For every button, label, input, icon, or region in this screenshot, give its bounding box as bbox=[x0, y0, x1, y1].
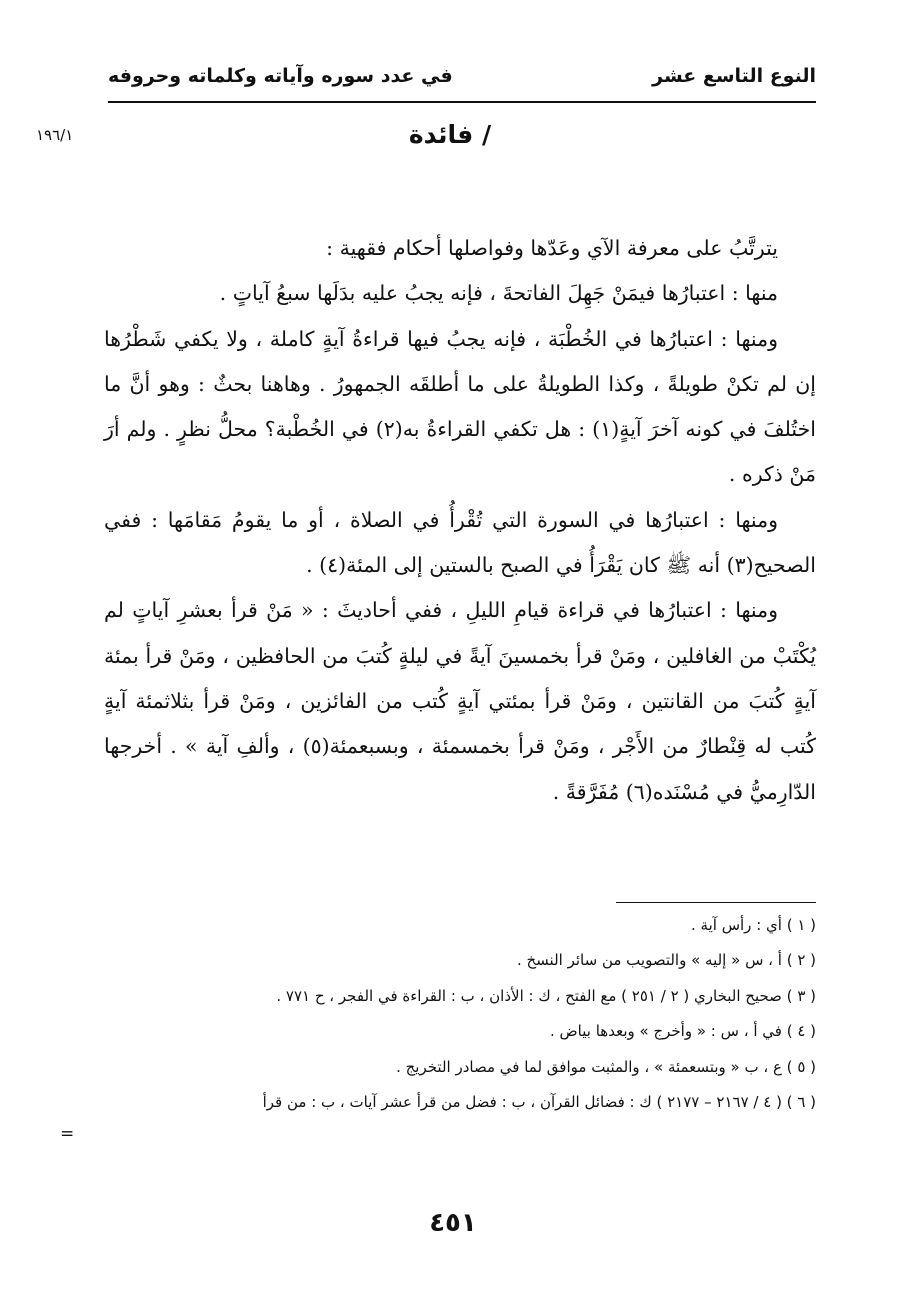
main-text bbox=[104, 226, 816, 815]
page-number: ٤٥١ bbox=[429, 1208, 477, 1238]
margin-page-reference: ١٩٦/١ bbox=[36, 126, 74, 144]
paragraph: ومنها : اعتبارُها في السورة التي تُقْرأُ في الصلاة ، أو ما يقومُ مَقامَها : ففي الصحيح(٣) أنه ﷺ كان يَقْرَأُ في الصبح بالستين إلى المئة(٤) . bbox=[104, 507, 816, 578]
running-header bbox=[108, 56, 816, 96]
footnote: ( ٦ ) ( ٤ / ٢١٦٧ – ٢١٧٧ ) ك : فضائل القرآن ، ب : فضل من قرأ عشر آيات ، ب : من قرأ bbox=[262, 1093, 816, 1112]
header-divider bbox=[108, 101, 816, 103]
footnote: ( ٤ ) في أ ، س : « وأخرج » وبعدها بياض . bbox=[550, 1022, 816, 1041]
header-section-title: في عدد سوره وآياته وكلماته وحروفه bbox=[108, 65, 453, 87]
paragraph: ومنها : اعتبارُها في قراءة قيامِ الليلِ ، ففي أحاديثَ : « مَنْ قرأ بعشرِ آياتٍ لم يُكْتَبْ من الغافلين ، ومَنْ قرأ بخمسينَ آيةً في ليلةٍ كُتبَ من الحافظين ، ومَنْ قرأ بمئة آيةٍ كُتبَ من القانتين ، ومَنْ قرأ بمئتي آيةٍ كُتب من الفائزين ، ومَنْ قرأ بثلاثمئة آيةٍ كُتب له قِنْطارٌ من الأَجْر ، ومَنْ قرأ بخمسمئة ، وبسبعمئة(٥) ، وألفِ آية » . أخرجها الدّارِميُّ في مُسْنَده(٦) مُفَرَّقةً . bbox=[104, 598, 816, 804]
footnote: ( ٥ ) ع ، ب « وبتسعمئة » ، والمثبت موافق لما في مصادر التخريج . bbox=[396, 1057, 816, 1076]
paragraph: يترتَّبُ على معرفة الآي وعَدّها وفواصلها أحكام فقهية : bbox=[326, 236, 778, 260]
footnote-divider bbox=[616, 902, 816, 903]
paragraph: ومنها : اعتبارُها في الخُطْبَة ، فإنه يجبُ فيها قراءةُ آيةٍ كاملة ، ولا يكفي شَطْرُها إن لم تكنْ طويلةً ، وكذا الطويلةُ على ما أطلقَه الجمهورُ . وهاهنا بحثٌ : وهو أنَّ ما اختُلفَ في كونه آخرَ آيةٍ(١) : هل تكفي القراءةُ به(٢) في الخُطْبة؟ محلُّ نظرٍ . ولم أرَ مَنْ ذكره . bbox=[104, 326, 816, 487]
footnote: ( ٣ ) صحيح البخاري ( ٢ / ٢٥١ ) مع الفتح ، ك : الأذان ، ب : القراءة في الفجر ، ح ٧٧١ . bbox=[276, 986, 816, 1005]
footnote: ( ١ ) أي : رأس آية . bbox=[691, 916, 816, 934]
footnotes bbox=[100, 908, 816, 1120]
footnote-continuation-mark: = bbox=[60, 1124, 75, 1144]
footnote: ( ٢ ) أ ، س « إليه » والتصويب من سائر النسخ . bbox=[516, 951, 816, 970]
header-chapter-title: النوع التاسع عشر bbox=[652, 65, 816, 87]
section-heading: / فائدة bbox=[408, 120, 492, 149]
paragraph: منها : اعتبارُها فيمَنْ جَهِلَ الفاتحةَ ، فإنه يجبُ عليه بدَلَها سبعُ آياتٍ . bbox=[219, 281, 778, 306]
